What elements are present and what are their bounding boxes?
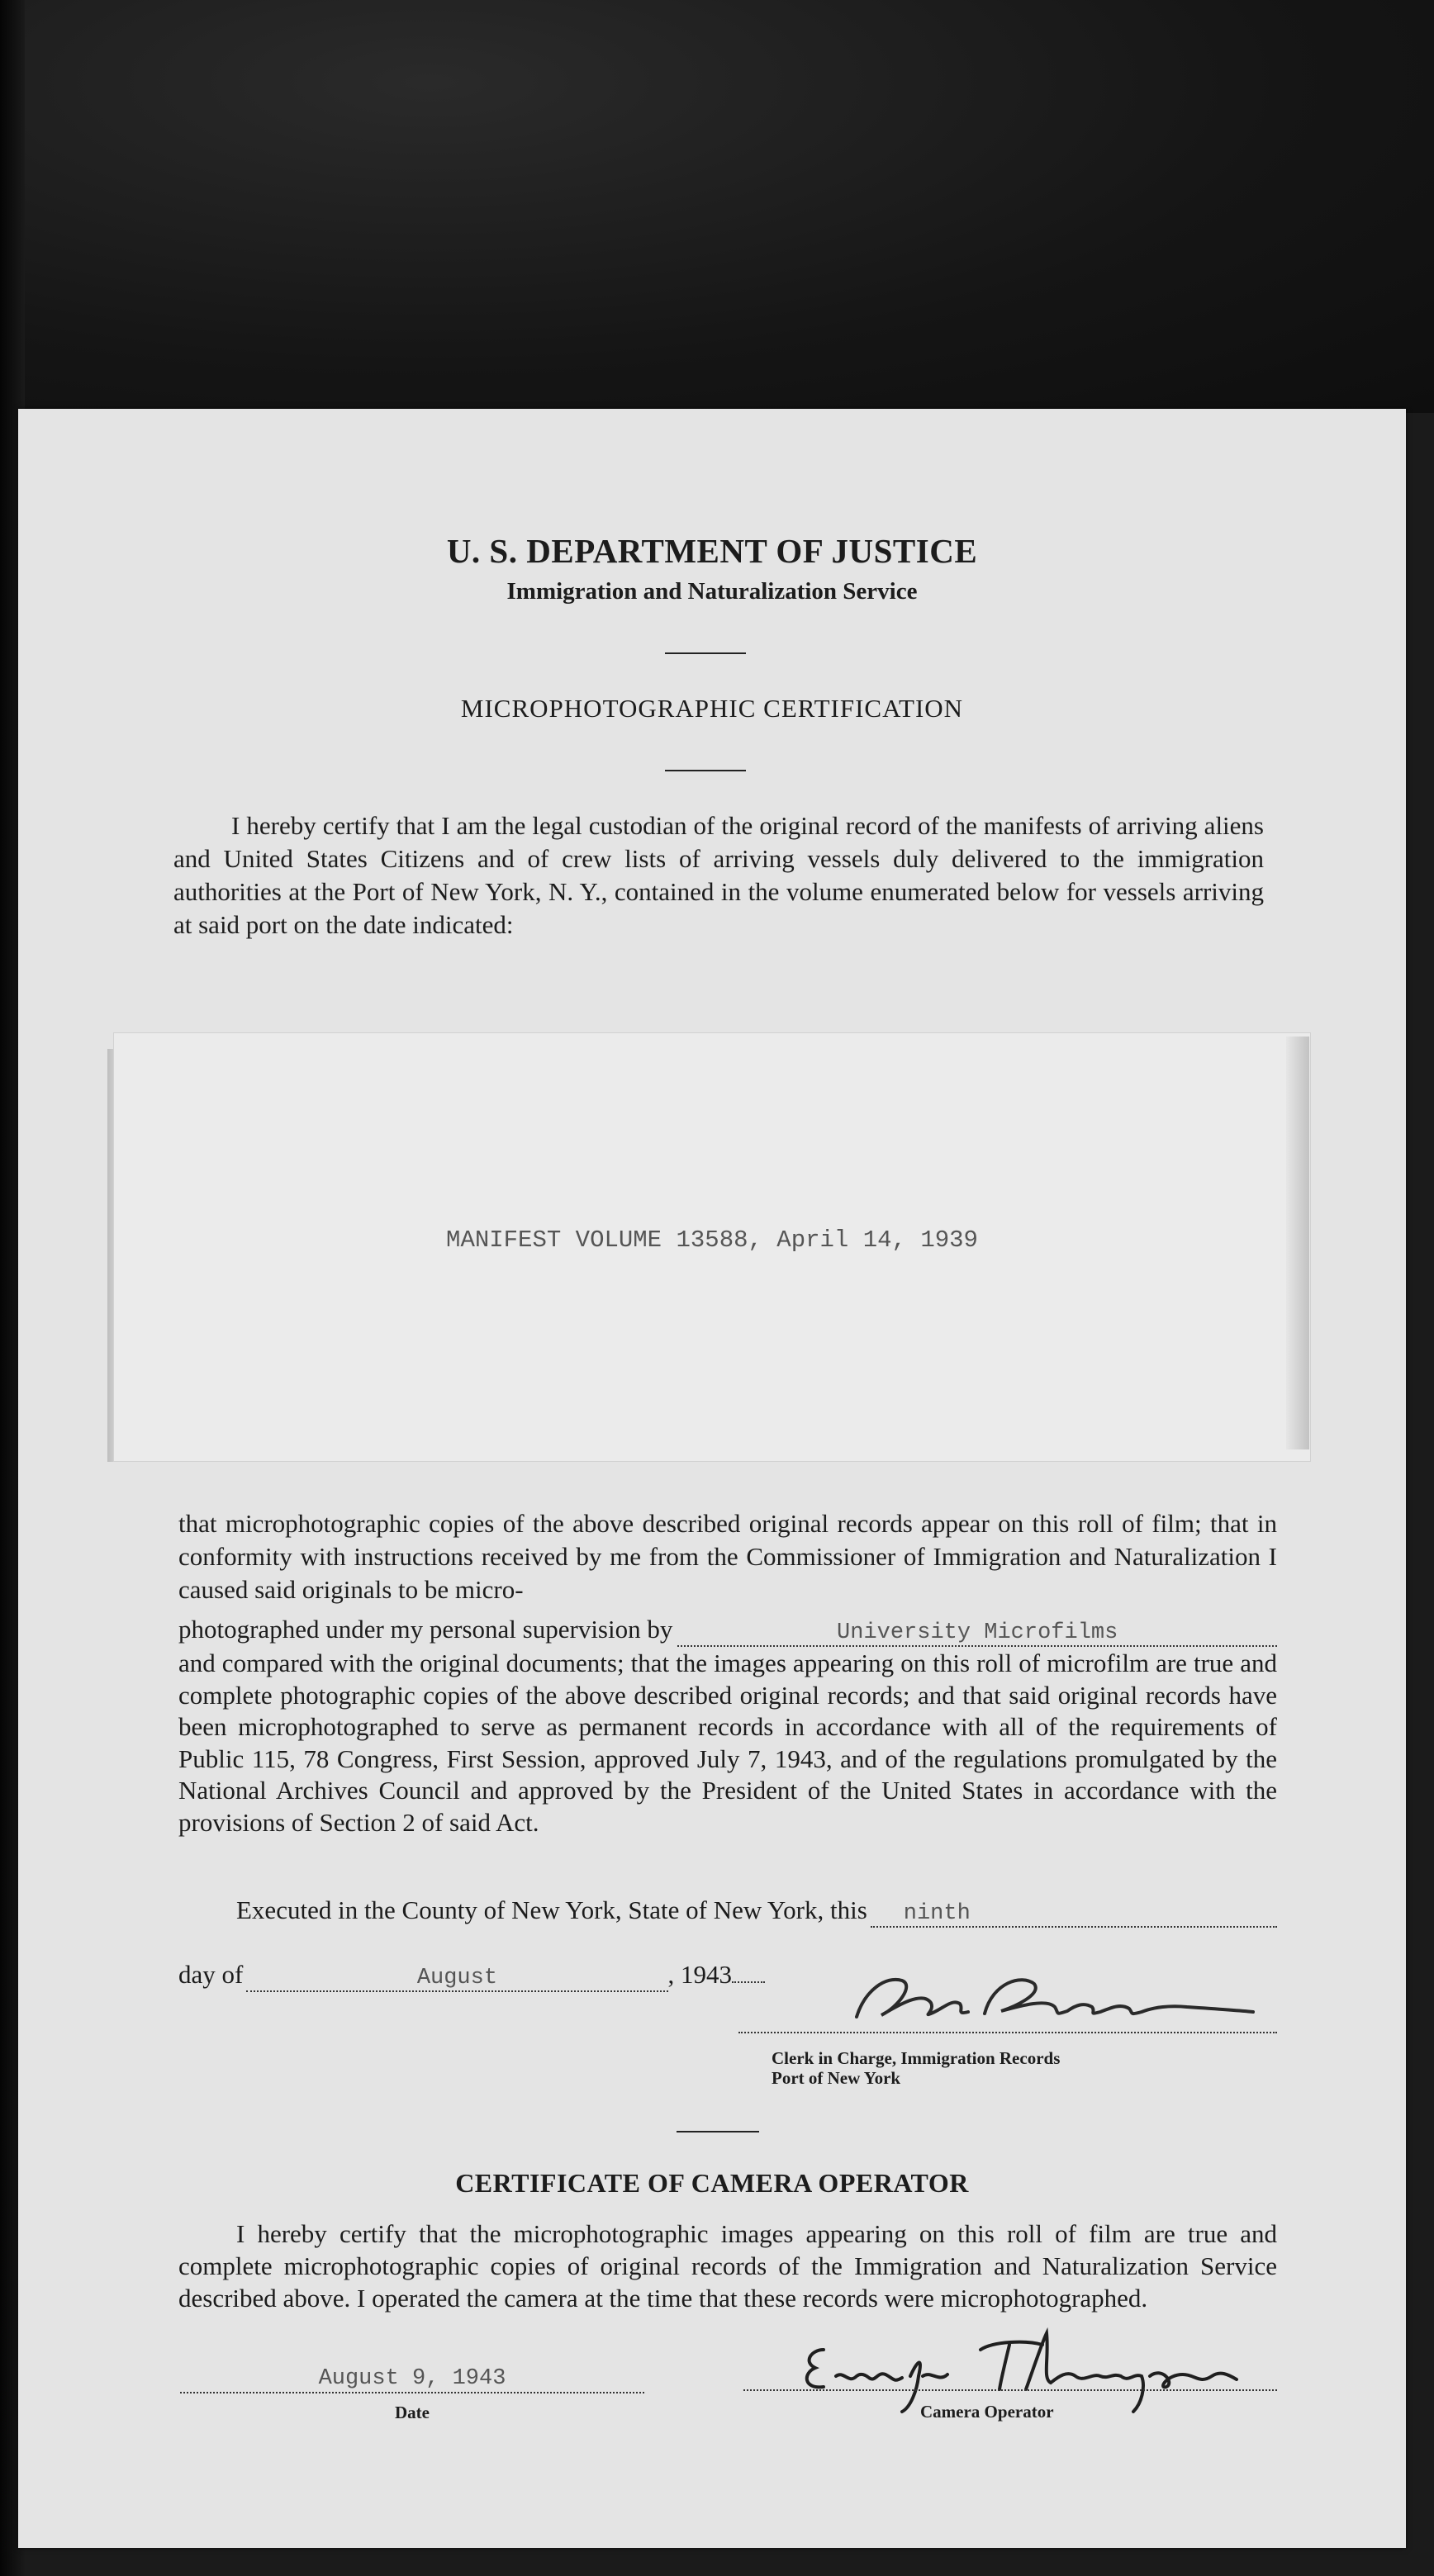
operator-signature-line bbox=[743, 2389, 1277, 2391]
year-value: , 1943 bbox=[667, 1960, 732, 1989]
camera-certificate-heading: CERTIFICATE OF CAMERA OPERATOR bbox=[455, 2168, 969, 2198]
date-label: Date bbox=[395, 2403, 430, 2422]
certificate-page bbox=[18, 409, 1406, 2548]
year-dots bbox=[732, 1981, 765, 1983]
film-background bbox=[0, 0, 1434, 413]
supervision-line bbox=[178, 1615, 1277, 1648]
divider bbox=[665, 652, 746, 654]
month-line bbox=[178, 1960, 765, 1992]
supervision-prefix: photographed under my personal supervision by bbox=[178, 1615, 673, 1644]
body-paragraph-1: that microphotographic copies of the above described original records appear on this roll of film; that in conformity with instructions received by me from the Commissioner of Immigration and Naturalization I caused said originals to be micro- bbox=[178, 1509, 1277, 1604]
month-value: August bbox=[416, 1966, 498, 1990]
supervisor-field bbox=[677, 1615, 1277, 1647]
date-field bbox=[180, 2362, 644, 2393]
clerk-title bbox=[772, 2048, 1234, 2088]
day-field bbox=[871, 1895, 1277, 1928]
execution-line bbox=[236, 1895, 1277, 1928]
date-value: August 9, 1943 bbox=[318, 2366, 506, 2391]
day-value: ninth bbox=[903, 1901, 971, 1926]
certification-title: MICROPHOTOGRAPHIC CERTIFICATION bbox=[460, 694, 964, 723]
clerk-signature bbox=[807, 1966, 1270, 2032]
clerk-signature-line bbox=[738, 2032, 1277, 2033]
supervisor-name: University Microfilms bbox=[837, 1620, 1118, 1645]
volume-description: MANIFEST VOLUME 13588, April 14, 1939 bbox=[446, 1226, 978, 1254]
clerk-title-line2: Port of New York bbox=[772, 2068, 901, 2088]
body-paragraph-2: and compared with the original documents; that the images appearing on this roll of microfilm are true and complete photographic copies of the above described original records; and that said original records have been microphotographed to serve as permanent records in accordance with all of the requirements of Public 115, 78 Congress, First Session, approved July 7, 1943, and of the regulations promulgated by the National Archives Council and approved by the President of the United States in accordance with the provisions of Section 2 of said Act. bbox=[178, 1649, 1277, 1837]
operator-label: Camera Operator bbox=[920, 2402, 1054, 2422]
agency-title: U. S. DEPARTMENT OF JUSTICE bbox=[446, 532, 978, 570]
clerk-title-line1: Clerk in Charge, Immigration Records bbox=[772, 2048, 1061, 2068]
day-of-label: day of bbox=[178, 1960, 244, 1989]
month-field bbox=[246, 1960, 667, 1992]
execution-prefix: Executed in the County of New York, State of New York, this bbox=[236, 1895, 867, 1924]
camera-certificate-text: I hereby certify that the microphotographic images appearing on this roll of film are true and complete microphotographic copies of original records of the Immigration and Naturalization Service described above. I operated the camera at the time that these records were microphotographed. bbox=[178, 2219, 1277, 2313]
divider bbox=[677, 2131, 759, 2132]
divider bbox=[665, 770, 746, 771]
service-subtitle: Immigration and Naturalization Service bbox=[506, 578, 918, 605]
intro-paragraph: I hereby certify that I am the legal custodian of the original record of the manifests of arriving aliens and United States Citizens and of crew lists of arriving vessels duly delivered to the immigration authorities at the Port of New York, N. Y., contained in the volume enumerated below for vessels arriving at said port on the date indicated: bbox=[173, 811, 1264, 939]
